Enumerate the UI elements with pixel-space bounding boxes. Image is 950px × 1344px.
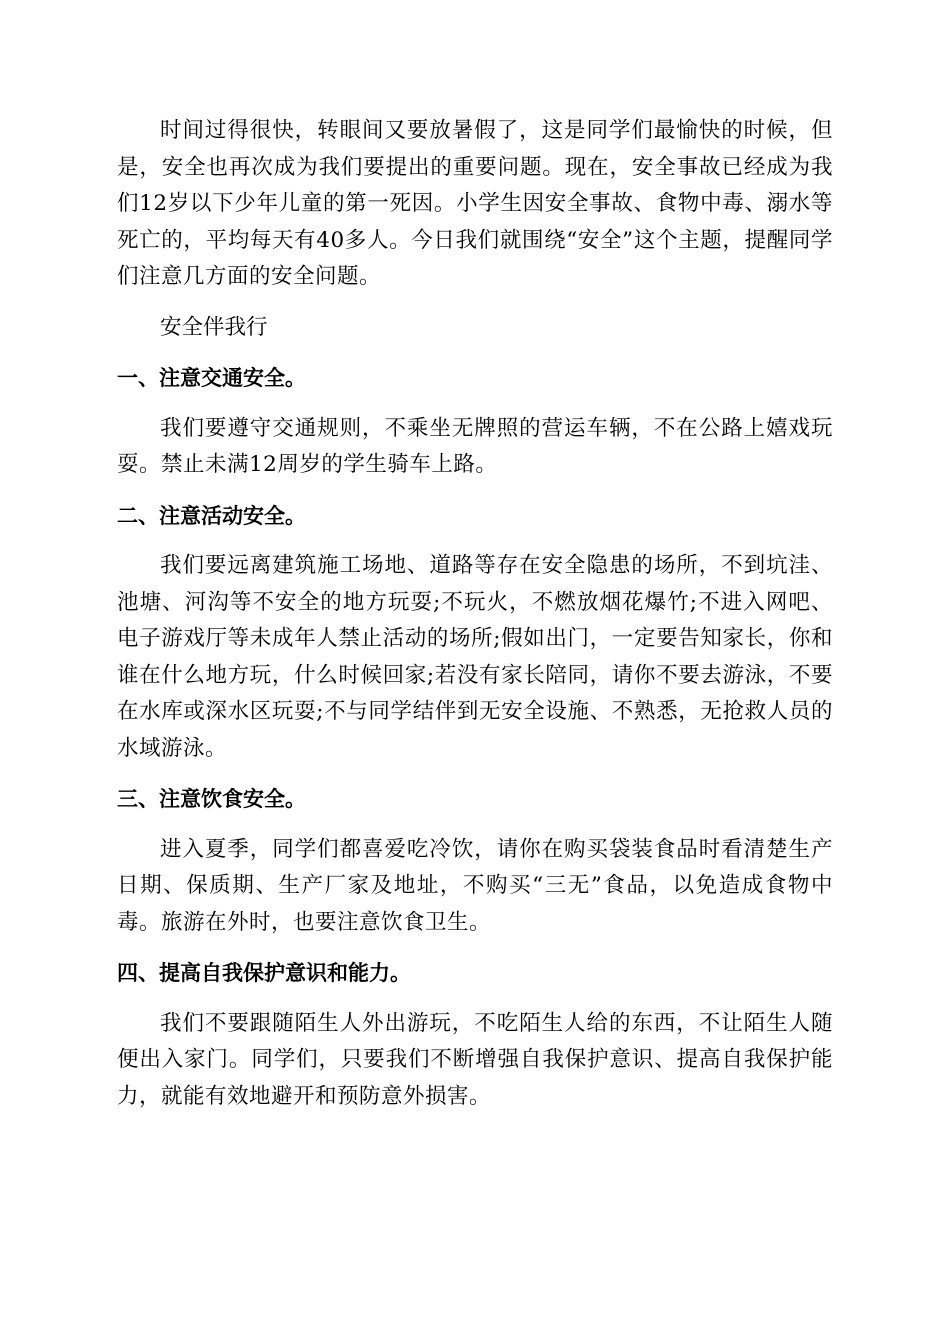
section-heading-traffic: 一、注意交通安全。: [117, 366, 306, 391]
section-heading-food: 三、注意饮食安全。: [117, 787, 306, 812]
section-body-activity: 我们要远离建筑施工场地、道路等存在安全隐患的场所，不到坑洼、池塘、河沟等不安全的地方玩耍;不玩火，不燃放烟花爆竹;不进入网吧、电子游戏厅等未成年人禁止活动的场所;假如出门，一定要告知家长，你和谁在什么地方玩，什么时候回家;若没有家长陪同，请你不要去游泳，不要在水库或深水区玩耍;不与同学结伴到无安全设施、不熟悉，无抢救人员的水域游泳。: [117, 552, 833, 761]
section-heading-self-protection: 四、提高自我保护意识和能力。: [117, 961, 411, 986]
section-heading-activity: 二、注意活动安全。: [117, 503, 306, 528]
section-body-traffic: 我们要遵守交通规则，不乘坐无牌照的营运车辆，不在公路上嬉戏玩耍。禁止未满12周岁的学生骑车上路。: [117, 415, 833, 478]
subtitle: 安全伴我行: [160, 314, 268, 340]
section-body-self-protection: 我们不要跟随陌生人外出游玩，不吃陌生人给的东西，不让陌生人随便出入家门。同学们，只要我们不断增强自我保护意识、提高自我保护能力，就能有效地避开和预防意外损害。: [117, 1010, 833, 1109]
intro-paragraph: 时间过得很快，转眼间又要放暑假了，这是同学们最愉快的时候，但是，安全也再次成为我们要提出的重要问题。现在，安全事故已经成为我们12岁以下少年儿童的第一死因。小学生因安全事故、食物中毒、溺水等死亡的，平均每天有40多人。今日我们就围绕“安全”这个主题，提醒同学们注意几方面的安全问题。: [117, 118, 833, 290]
document-page: [117, 113, 833, 1115]
section-body-food: 进入夏季，同学们都喜爱吃冷饮，请你在购买袋装食品时看清楚生产日期、保质期、生产厂家及地址，不购买“三无”食品，以免造成食物中毒。旅游在外时，也要注意饮食卫生。: [117, 836, 833, 935]
